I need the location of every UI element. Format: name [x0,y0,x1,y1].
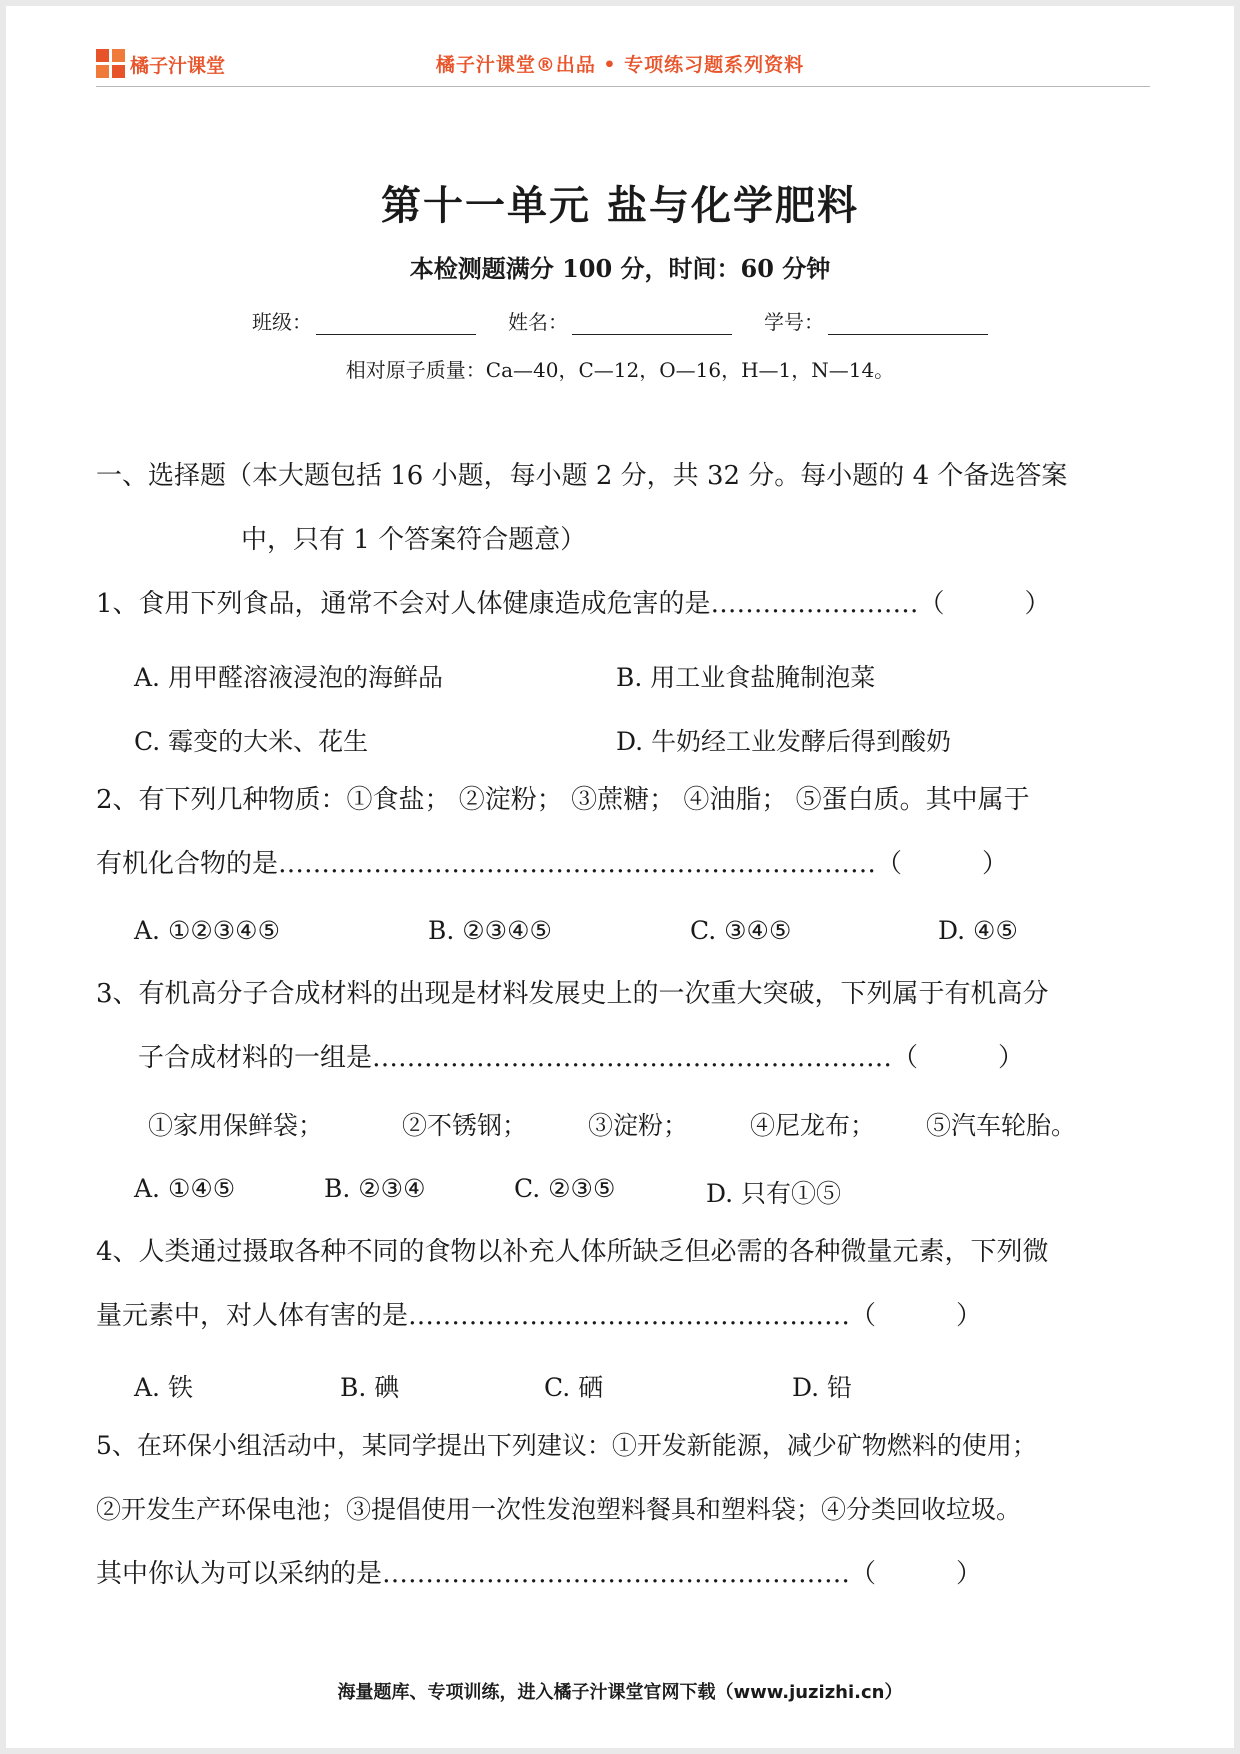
option-b[interactable]: B. ②③④ [324,1174,426,1203]
item-4: ④尼龙布； [750,1111,876,1140]
item-1: ①家用保鲜袋； [148,1111,324,1140]
option-a[interactable]: A. ①②③④⑤ [134,916,281,945]
question-5: 5、在环保小组活动中，某同学提出下列建议：①开发新能源，减少矿物燃料的使用； [96,1431,1037,1460]
student-id-label: 学号： [764,310,824,334]
item-3: ③淀粉； [588,1111,689,1140]
option-d[interactable]: D. 铅 [792,1373,853,1402]
option-b[interactable]: B. 用工业食盐腌制泡菜 [616,663,876,692]
option-a[interactable]: A. ①④⑤ [134,1174,236,1203]
page-title: 第十一单元 盐与化学肥料 [381,182,859,229]
option-d[interactable]: D. 只有①⑤ [706,1179,842,1208]
document-page [6,6,1234,1748]
option-a[interactable]: A. 铁 [134,1373,193,1402]
option-c[interactable]: C. 硒 [544,1373,604,1402]
name-blank[interactable] [572,312,732,335]
question-1-stem: 1、食用下列食品，通常不会对人体健康造成危害的是……………………（ [96,589,945,619]
option-a[interactable]: A. 用甲醛溶液浸泡的海鲜品 [134,663,443,692]
section-heading: 一、选择题（本大题包括 16 小题，每小题 2 分，共 32 分。每小题的 4 个备选答案 [96,461,1068,491]
paren-close: ） [982,849,1009,879]
logo-text: 橘子汁课堂 [130,54,226,77]
paren-close: ） [1024,589,1051,619]
option-c[interactable]: C. 霉变的大米、花生 [134,727,369,756]
question-4: 4、人类通过摄取各种不同的食物以补充人体所缺乏但必需的各种微量元素，下列微 [96,1237,1049,1267]
question-5-stem: 其中你认为可以采纳的是………………………………………………（ [96,1559,877,1589]
page-subtitle: 本检测题满分 100 分，时间：60 分钟 [409,254,831,283]
option-c[interactable]: C. ②③⑤ [514,1174,616,1203]
question-2: 2、有下列几种物质：①食盐； ②淀粉； ③蔗糖； ④油脂； ⑤蛋白质。其中属于 [96,785,1030,815]
student-info-fields [6,306,1234,335]
name-field [508,306,732,335]
class-label: 班级： [252,310,312,334]
item-5: ⑤汽车轮胎。 [926,1111,1077,1140]
atomic-mass-note: 相对原子质量：Ca—40，C—12，O—16，H—1，N—14。 [345,358,895,382]
option-d[interactable]: D. 牛奶经工业发酵后得到酸奶 [616,727,952,756]
question-2-stem: 有机化合物的是……………………………………………………………（ [96,849,903,879]
class-blank[interactable] [316,312,476,335]
name-label: 姓名： [508,310,568,334]
option-d[interactable]: D. ④⑤ [938,916,1018,945]
question-3: 3、有机高分子合成材料的出现是材料发展史上的一次重大突破，下列属于有机高分 [96,979,1049,1009]
header-divider [96,86,1150,87]
question-3-stem: 子合成材料的一组是……………………………………………………（ [138,1043,919,1073]
page-footer: 海量题库、专项训练，进入橘子汁课堂官网下载（www.juzizhi.cn） [337,1682,903,1703]
item-2: ②不锈钢； [402,1111,528,1140]
student-id-blank[interactable] [828,312,988,335]
question-5-line2: ②开发生产环保电池；③提倡使用一次性发泡塑料餐具和塑料袋；④分类回收垃圾。 [96,1495,1022,1524]
question-3-line2 [96,1038,1158,1078]
paren-close: ） [998,1043,1025,1073]
header-title: 橘子汁课堂®出品 • 专项练习题系列资料 [435,54,805,76]
question-4-line2 [96,1296,1156,1336]
paren-close: ） [956,1301,983,1331]
class-field [252,306,476,335]
question-4-stem: 量元素中，对人体有害的是……………………………………………（ [96,1301,877,1331]
student-id-field [764,306,988,335]
paren-close: ） [956,1559,983,1589]
option-c[interactable]: C. ③④⑤ [690,916,792,945]
option-b[interactable]: B. ②③④⑤ [428,916,552,945]
question-1 [96,584,1156,624]
option-b[interactable]: B. 碘 [340,1373,400,1402]
section-heading-cont: 中，只有 1 个答案符合题意） [241,525,587,555]
question-2-line2 [96,844,1156,884]
page-header [6,6,1234,96]
question-5-line3 [96,1554,1156,1594]
